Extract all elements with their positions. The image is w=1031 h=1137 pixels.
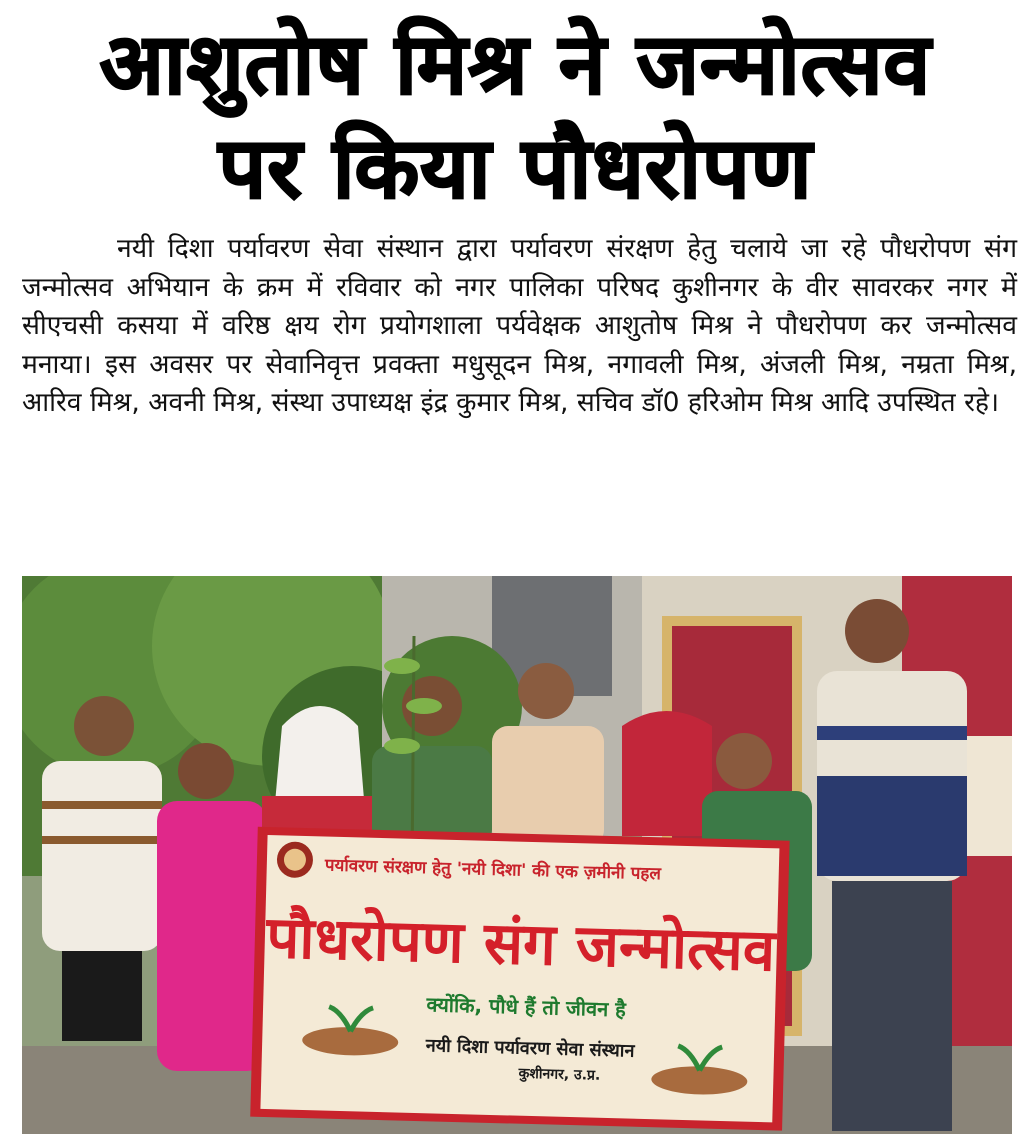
headline-line-2: पर किया पौधरोपण: [218, 119, 813, 217]
campaign-banner: [250, 827, 789, 1131]
photo-scene: [22, 576, 1012, 1134]
article-body: [22, 230, 1017, 423]
event-photo: [22, 576, 1012, 1134]
banner-org-name: नयी दिशा पर्यावरण सेवा संस्थान: [425, 1035, 635, 1062]
banner-slogan: क्योंकि, पौधे हैं तो जीवन है: [426, 992, 627, 1022]
article-paragraph: नयी दिशा पर्यावरण सेवा संस्थान द्वारा पर्यावरण संरक्षण हेतु चलाये जा रहे पौधरोपण संग जन्मोत्सव अभियान के क्रम में रविवार को नगर पालिका परिषद कुशीनगर के वीर सावरकर नगर में सीएचसी कसया में वरिष्ठ क्षय रोग प्रयोगशाला पर्यवेक्षक आशुतोष मिश्र ने पौधरोपण कर जन्मोत्सव मनाया। इस अवसर पर सेवानिवृत्त प्रवक्ता मधुसूदन मिश्र, नगावली मिश्र, अंजली मिश्र, नम्रता मिश्र, आरिव मिश्र, अवनी मिश्र, संस्था उपाध्यक्ष इंद्र कुमार मिश्र, सचिव डॉ0 हरिओम मिश्र आदि उपस्थित रहे।: [22, 233, 1017, 418]
banner-title: पौधरोपण संग जन्मोत्सव: [265, 903, 777, 985]
banner-top-line: पर्यावरण संरक्षण हेतु 'नयी दिशा' की एक ज़मीनी पहल: [324, 855, 662, 885]
banner-place: कुशीनगर, उ.प्र.: [518, 1065, 601, 1084]
headline: [0, 12, 1031, 220]
headline-line-1: आशुतोष मिश्र ने जन्मोत्सव: [99, 15, 932, 113]
